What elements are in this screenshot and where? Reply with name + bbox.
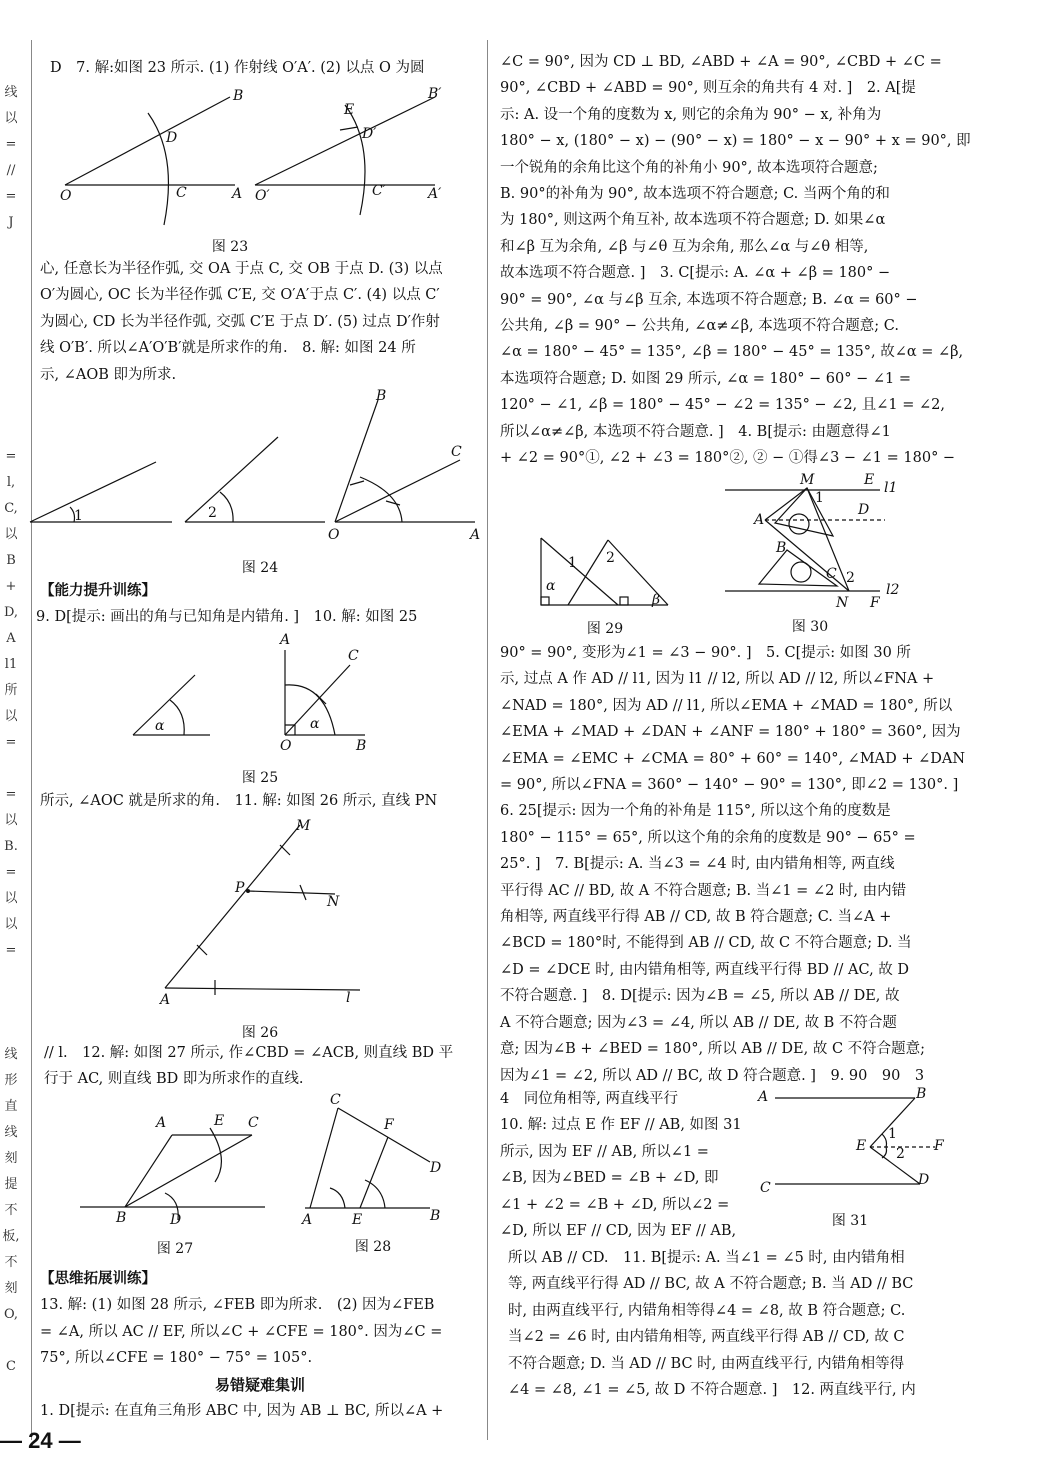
text-line: 1. D[提示: 在直角三角形 ABC 中, 因为 AB ⊥ BC, 所以∠A + [40,1403,444,1420]
left-column [40,788,480,814]
fig30-label: 1 [815,490,824,506]
figure-caption: 图 26 [241,1025,279,1041]
fig27-label: B [116,1210,127,1226]
paragraph [36,604,480,630]
fig25-label: A [280,632,291,648]
edge-glyph: = [5,943,17,958]
paragraph [40,1292,480,1371]
figure-caption: 图 25 [241,770,279,786]
fig26-label: l [346,990,351,1006]
fig31-label: 1 [888,1126,897,1142]
text-line: ∠C = 90°, 因为 CD ⊥ BD, ∠ABD + ∠A = 90°, ∠CBD + ∠C = [500,54,942,70]
edge-glyph: J [8,215,14,230]
fig23-label: B′ [428,86,442,102]
edge-glyph: 不 [4,1255,18,1270]
text-line: ∠1 + ∠2 = ∠B + ∠D, 所以∠2 = [500,1196,730,1213]
fig31-label: E [856,1138,867,1154]
text-line: ∠D, 所以 EF // CD, 因为 EF // AB, [500,1223,737,1240]
text-line: ∠BCD = 180°时, 不能得到 AB // CD, 故 C 不符合题意; D. 当 [500,935,912,952]
edge-glyph [0,288,22,314]
fig30-label: N [836,595,849,611]
fig28-label: B [430,1208,441,1224]
figure-caption: 图 27 [156,1241,194,1257]
right-column [500,49,971,472]
fig29-label: 2 [606,550,615,566]
text-line: 当∠2 = ∠6 时, 由内错角相等, 两直线平行得 AB // CD, 故 C [508,1329,905,1346]
text-line: O′为圆心, OC 长为半径作弧 C′E, 交 O′A′于点 C′. (4) 以点 C′ [40,287,440,304]
fig30-label: 2 [846,570,855,586]
fig31-label: F [934,1138,944,1154]
edge-glyph [0,314,22,340]
edge-glyph [0,418,22,444]
edge-glyph: A [6,631,16,646]
fig25-label: O [280,738,292,754]
edge-glyph: l1 [4,657,18,672]
text-line: ∠α = 180° − 45° = 135°, ∠β = 180° − 45° = 135°, 故∠α = ∠β, [500,344,964,361]
fig24-label: O [328,527,340,543]
left-column [40,1266,480,1424]
figure-30 [715,478,898,608]
fig24-label: 2 [208,505,217,521]
text-line: 13. 解: (1) 如图 28 所示, ∠FEB 即为所求. (2) 因为∠FEB [40,1297,435,1314]
right-column [508,1245,958,1403]
fig23-label: C′ [372,183,386,199]
edge-glyph: 以 [4,709,18,724]
text-line: 9. D[提示: 画出的角与已知角是内错角. ] 10. 解: 如图 25 [36,609,418,626]
edge-glyph: 刻 [4,1281,18,1296]
figure-caption: 图 29 [586,621,624,637]
text-line: 75°, 所以∠CFE = 180° − 75° = 105°. [40,1350,313,1367]
fig24-label: 1 [74,508,83,524]
fig23-label: D′ [362,126,377,142]
edge-glyph [0,236,22,262]
text-line: 为圆心, CD 长为半径作弧, 交弧 C′E 于点 D′. (5) 过点 D′作射 [40,313,440,330]
text-line: 120° − ∠1, ∠β = 180° − 45° − ∠2 = 135° − ∠2, 且∠1 = ∠2, [500,397,946,414]
text-line: 和∠β 互为余角, ∠β 与∠θ 互为余角, 那么∠α 与∠θ 相等, [500,238,869,255]
fig26-label: M [296,818,311,834]
section-heading: 【能力提升训练】 [40,582,156,599]
edge-glyph: 提 [4,1177,18,1192]
figure-26 [160,820,380,1000]
text-line: 心, 任意长为半径作弧, 交 OA 于点 C, 交 OB 于点 D. (3) 以点 [40,261,443,277]
fig24-label: B [376,388,387,404]
edge-glyph: 以 [4,111,18,126]
edge-glyph [0,990,22,1016]
text-line: ∠EMA = ∠EMC + ∠CMA = 80° + 60° = 140°, ∠MAD + ∠DAN [500,750,966,767]
column-divider [31,40,32,1440]
fig23-label: D [166,130,178,146]
figure-caption: 图 23 [211,239,249,255]
edge-glyph: C [6,1359,16,1374]
text-line: ∠D = ∠DCE 时, 由内错角相等, 两直线平行得 BD // AC, 故 D [500,961,910,978]
text-line: 故本选项不符合题意. ] 3. C[提示: A. ∠α + ∠β = 180° − [500,265,891,282]
section-heading: 【思维拓展训练】 [40,1270,156,1287]
edge-glyph: 线 [4,1047,18,1062]
fig30-label: M [800,472,815,488]
text-line: 因为∠1 = ∠2, 所以 AD // BC, 故 D 符合题意. ] 9. 90 90 3 [500,1067,925,1084]
paragraph [40,788,480,814]
text-line: 示, 过点 A 作 AD // l1, 因为 l1 // l2, 所以 AD // l2, 所以∠FNA + [500,671,935,688]
text-line: 平行得 AC // BD, 故 A 不符合题意; B. 当∠1 = ∠2 时, 由内错 [500,882,907,899]
fig31-label: A [758,1089,769,1105]
text-line: // l. 12. 解: 如图 27 所示, 作∠CBD = ∠ACB, 则直线 BD 平 [44,1045,454,1061]
edge-glyph: 以 [4,527,18,542]
text-line: ∠4 = ∠8, ∠1 = ∠5, 故 D 不符合题意. ] 12. 两直线平行, 内 [508,1382,916,1399]
text-line: 等, 两直线平行得 AD // BC, 故 A 不符合题意; B. 当 AD // BC [508,1276,914,1293]
text-line: 90° = 90°, ∠α 与∠β 互余, 本选项不符合题意; B. ∠α = 60° − [500,291,918,308]
left-column [40,55,480,81]
text-line: 90°, ∠CBD + ∠ABD = 90°, 则互余的角共有 4 对. ] 2. A[提 [500,80,916,97]
text-line: 不符合题意. ] 8. D[提示: 因为∠B = ∠5, 所以 AB // DE, 故 [500,988,900,1005]
text-line: D 7. 解:如图 23 所示. (1) 作射线 O′A′. (2) 以点 O 为圆 [50,60,425,76]
edge-glyph: 所 [4,683,18,698]
edge-glyph [0,262,22,288]
fig30-label: C [826,566,837,582]
fig29-label: α [546,578,556,594]
fig23-label: A [232,186,243,202]
fig23-label: B [233,88,244,104]
paragraph [508,1245,958,1403]
edge-glyph: = [5,735,17,750]
text-line: 10. 解: 过点 E 作 EF // AB, 如图 31 [500,1117,742,1134]
edge-glyph: 直 [4,1099,18,1114]
text-line: 线 O′B′. 所以∠A′O′B′就是所求作的角. 8. 解: 如图 24 所 [40,340,416,357]
fig28-label: C [330,1092,341,1108]
fig25-label: α [310,716,320,732]
text-line: 25°. ] 7. B[提示: A. 当∠3 = ∠4 时, 由内错角相等, 两直线 [500,856,895,873]
paragraph [500,640,966,1089]
figure-caption: 图 28 [354,1239,392,1255]
edge-glyph: 以 [4,813,18,828]
paragraph [40,1398,480,1424]
figure-23 [40,85,480,235]
text-line: 所示, ∠AOC 就是所求的角. 11. 解: 如图 26 所示, 直线 PN [40,793,438,809]
edge-glyph: l, [6,475,16,490]
edge-glyph: 不 [4,1203,18,1218]
edge-glyph: 线 [4,85,18,100]
edge-glyph [0,756,22,782]
adjacent-page-edge [0,80,22,1380]
text-line: 公共角, ∠β = 90° − 公共角, ∠α≠∠β, 本选项不符合题意; C. [500,318,899,335]
edge-glyph: 以 [4,917,18,932]
figure-caption: 图 31 [831,1213,869,1229]
text-line: = ∠A, 所以 AC // EF, 所以∠C + ∠CFE = 180°. 因为∠C = [40,1323,443,1340]
text-line: 180° − 115° = 65°, 所以这个角的余角的度数是 90° − 65° = [500,829,916,846]
edge-glyph [0,392,22,418]
text-line: ∠EMA + ∠MAD + ∠DAN + ∠ANF = 180° + 180° = 360°, 因为 [500,724,961,741]
edge-glyph: 线 [4,1125,18,1140]
edge-glyph: 形 [4,1073,18,1088]
fig23-label: A′ [428,186,442,202]
edge-glyph: = [5,189,17,204]
paragraph [500,49,971,472]
fig30-label: F [870,595,880,611]
text-line: 意; 因为∠B + ∠BED = 180°, 所以 AB // DE, 故 C 不符合题意; [500,1041,926,1058]
fig31-label: 2 [896,1146,905,1162]
edge-glyph: // [6,163,16,178]
edge-glyph: B. [4,839,18,854]
figure-24 [30,385,490,545]
left-column [36,578,480,631]
fig26-label: A [160,992,171,1008]
fig28-label: F [384,1117,394,1133]
text-line: ∠B, 因为∠BED = ∠B + ∠D, 即 [500,1170,719,1187]
fig25-label: α [155,718,165,734]
fig29-label: 1 [568,555,577,571]
fig24-label: A [470,527,481,543]
edge-glyph: B [6,553,16,568]
text-line: + ∠2 = 90°①, ∠2 + ∠3 = 180°②, ② − ①得∠3 − ∠1 = 180° − [500,450,956,467]
fig28-label: E [352,1212,363,1228]
edge-glyph: = [5,787,17,802]
text-line: 所以∠α≠∠β, 本选项不符合题意. ] 4. B[提示: 由题意得∠1 [500,423,891,440]
figure-caption: 图 30 [791,619,829,635]
right-column [500,640,966,1089]
text-line: 90° = 90°, 变形为∠1 = ∠3 − 90°. ] 5. C[提示: 如图 30 所 [500,645,911,661]
fig26-label: N [327,894,340,910]
fig24-label: C [451,444,462,460]
edge-glyph: C, [4,501,18,516]
text-line: 本选项符合题意; D. 如图 29 所示, ∠α = 180° − 60° − ∠1 = [500,370,912,387]
edge-glyph: 以 [4,891,18,906]
text-line: 不符合题意; D. 当 AD // BC 时, 由两直线平行, 内错角相等得 [508,1355,905,1372]
text-line: 时, 由两直线平行, 内错角相等得∠4 = ∠8, 故 B 符合题意; C. [508,1302,906,1319]
edge-glyph: + [5,579,17,594]
text-line: 为 180°, 则这两个角互补, 故本选项不符合题意; D. 如果∠α [500,212,886,229]
paragraph [40,55,480,81]
text-line: 角相等, 两直线平行得 AB // CD, 故 B 符合题意; C. 当∠A + [500,909,892,926]
fig27-label: E [214,1113,225,1129]
right-column [500,1086,760,1244]
fig28-label: D [430,1160,442,1176]
fig30-label: E [864,472,875,488]
page-number: — 24 — [0,1428,81,1453]
text-line: 4 同位角相等, 两直线平行 [500,1091,678,1107]
fig28-label: A [302,1212,313,1228]
edge-glyph: = [5,137,17,152]
fig31-label: C [760,1180,771,1196]
edge-glyph: D, [3,605,19,620]
left-column [40,256,480,388]
edge-glyph [0,1016,22,1042]
text-line: B. 90°的补角为 90°, 故本选项不符合题意; C. 当两个角的和 [500,186,890,203]
fig23-label: E [344,102,355,118]
fig30-label: l1 [884,480,898,496]
edge-glyph [0,1328,22,1354]
edge-glyph: 刻 [4,1151,18,1166]
fig30-label: B [776,540,787,556]
edge-glyph [0,340,22,366]
text-line: 示: A. 设一个角的度数为 x, 则它的余角为 90° − x, 补角为 [500,106,882,123]
text-line: 行于 AC, 则直线 BD 即为所求作的直线. [44,1071,304,1088]
fig30-label: l2 [886,582,900,598]
edge-glyph: 板, [2,1229,20,1244]
fig26-label: P [235,880,245,896]
text-line: 一个锐角的余角比这个角的补角小 90°, 故本选项符合题意; [500,159,878,176]
fig23-label: O [60,188,72,204]
fig25-label: B [356,738,367,754]
edge-glyph [0,964,22,990]
fig30-label: D [858,502,870,518]
text-line: ∠NAD = 180°, 因为 AD // l1, 所以∠EMA + ∠MAD = 180°, 所以 [500,697,953,714]
text-line: 6. 25[提示: 因为一个角的补角是 115°, 所以这个角的度数是 [500,803,891,820]
fig25-label: C [348,648,359,664]
fig23-label: O′ [255,188,270,204]
fig30-label: A [754,512,765,528]
edge-glyph: = [5,449,17,464]
edge-glyph: = [5,865,17,880]
fig27-label: C [248,1115,259,1131]
fig27-label: A [156,1115,167,1131]
text-line: 所以 AB // CD. 11. B[提示: A. 当∠1 = ∠5 时, 由内错角相 [508,1250,905,1266]
column-divider [487,40,488,1440]
text-line: 所示, 因为 EF // AB, 所以∠1 = [500,1143,709,1160]
figure-caption: 图 24 [241,560,279,576]
fig23-label: C [176,185,187,201]
left-column [40,1040,480,1093]
paragraph [40,256,480,388]
text-line: 180° − x, (180° − x) − (90° − x) = 180° − x − 90° + x = 90°, 即 [500,133,971,150]
text-line: = 90°, 所以∠FNA = 360° − 140° − 90° = 130°, 即∠2 = 130°. ] [500,777,959,794]
fig27-label: D [170,1212,182,1228]
edge-glyph [0,366,22,392]
text-line: A 不符合题意; 因为∠3 = ∠4, 所以 AB // DE, 故 B 不符合题 [500,1014,897,1031]
paragraph [40,1040,480,1093]
edge-glyph: O, [3,1307,19,1322]
text-line: 示, ∠AOB 即为所求. [40,366,177,383]
paragraph [500,1086,760,1244]
fig29-label: β [652,592,661,608]
fig31-label: D [918,1172,930,1188]
fig31-label: B [916,1086,927,1102]
section-title: 易错疑难集训 [214,1375,305,1394]
